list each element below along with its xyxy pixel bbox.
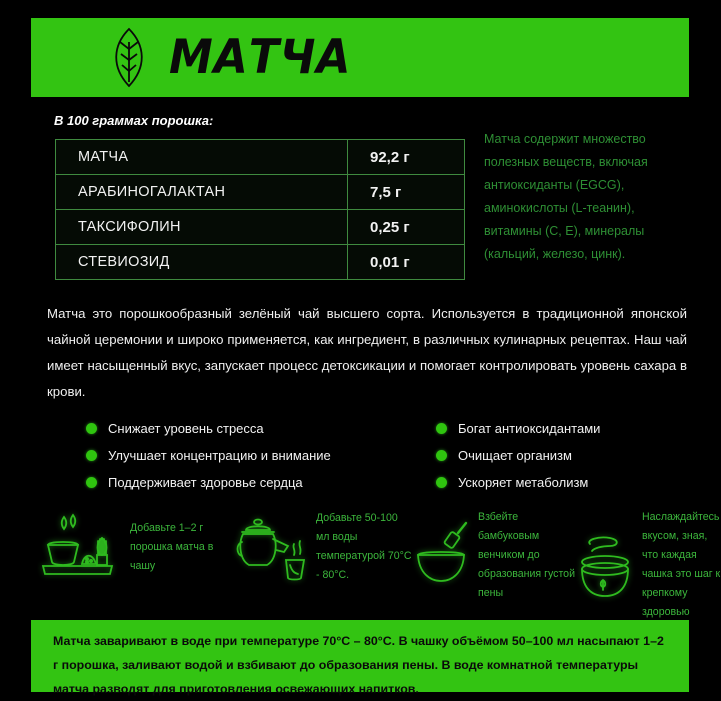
benefit-item [86, 475, 436, 490]
footer-text: Матча заваривают в воде при температуре 70°C – 80°C. В чашку объёмом 50–100 мл насыпают 1–2 г порошка, заливают водой и взбивают до образования пены. В воде комнатной температуры матча разводят для приготовления освежающих напитков. [53, 634, 664, 696]
bullet-dot-icon [86, 477, 97, 488]
benefit-label: Поддерживает здоровье сердца [108, 475, 303, 490]
benefit-item [86, 421, 436, 436]
table-cell-name: СТЕВИОЗИД [56, 245, 348, 280]
steaming-cup-icon [576, 524, 636, 606]
step-text: Добавьте 1–2 г порошка матча в чашу [130, 521, 214, 572]
step-item [40, 508, 232, 586]
table-cell-value: 7,5 г [348, 175, 465, 210]
side-note-text: Матча содержит множество полезных веществ, включая антиоксиданты (EGCG), аминокислоты (L-теанин), витамины (C, E), минералы (кальций, железо, цинк). [484, 132, 648, 261]
benefit-item [436, 421, 686, 436]
bullet-dot-icon [86, 423, 97, 434]
header-banner [31, 18, 689, 97]
benefits-column-right [436, 421, 686, 490]
teapot-cup-icon [232, 508, 312, 586]
step-item [232, 508, 414, 586]
bullet-dot-icon [436, 450, 447, 461]
preparation-steps [40, 508, 721, 622]
step-item [414, 508, 576, 603]
table-cell-name: АРАБИНОГАЛАКТАН [56, 175, 348, 210]
benefit-label: Ускоряет метаболизм [458, 475, 589, 490]
nutrition-table [55, 139, 465, 280]
footer-banner [31, 620, 689, 696]
table-row [56, 140, 465, 175]
mortar-whisk-icon [414, 517, 472, 595]
benefit-item [86, 448, 436, 463]
leaf-icon [107, 27, 151, 89]
table-cell-name: ТАКСИФОЛИН [56, 210, 348, 245]
bullet-dot-icon [436, 423, 447, 434]
step-text: Добавьте 50-100 мл воды температурой 70°C - 80°C. [316, 512, 412, 581]
benefit-label: Снижает уровень стресса [108, 421, 264, 436]
table-cell-name: МАТЧА [56, 140, 348, 175]
benefits-list [86, 421, 686, 490]
benefit-label: Улучшает концентрацию и внимание [108, 448, 331, 463]
table-row [56, 245, 465, 280]
table-row [56, 210, 465, 245]
benefit-label: Богат антиоксидантами [458, 421, 601, 436]
step-text: Взбейте бамбуковым венчиком до образования густой пены [478, 511, 575, 599]
matcha-bowl-whisk-tray-icon [40, 508, 122, 586]
brand-title: МАТЧА [169, 29, 352, 86]
bullet-dot-icon [436, 477, 447, 488]
benefit-item [436, 448, 686, 463]
benefits-column-left [86, 421, 436, 490]
table-cell-value: 92,2 г [348, 140, 465, 175]
benefit-label: Очищает организм [458, 448, 572, 463]
benefit-item [436, 475, 686, 490]
table-cell-value: 0,25 г [348, 210, 465, 245]
table-row [56, 175, 465, 210]
table-section-label: В 100 граммах порошка: [54, 113, 214, 128]
table-cell-value: 0,01 г [348, 245, 465, 280]
step-item [576, 508, 721, 622]
step-text: Наслаждайтесь вкусом, зная, что каждая чашка это шаг к крепкому здоровью [642, 511, 721, 618]
bullet-dot-icon [86, 450, 97, 461]
main-description-paragraph: Матча это порошкообразный зелёный чай высшего сорта. Используется в традиционной японской чайной церемонии и широко применяется, как ингредиент, в различных кулинарных рецептах. Наш чай имеет насыщенный вкус, запускает процесс детоксикации и помогает контролировать уровень сахара в крови. [47, 306, 687, 399]
